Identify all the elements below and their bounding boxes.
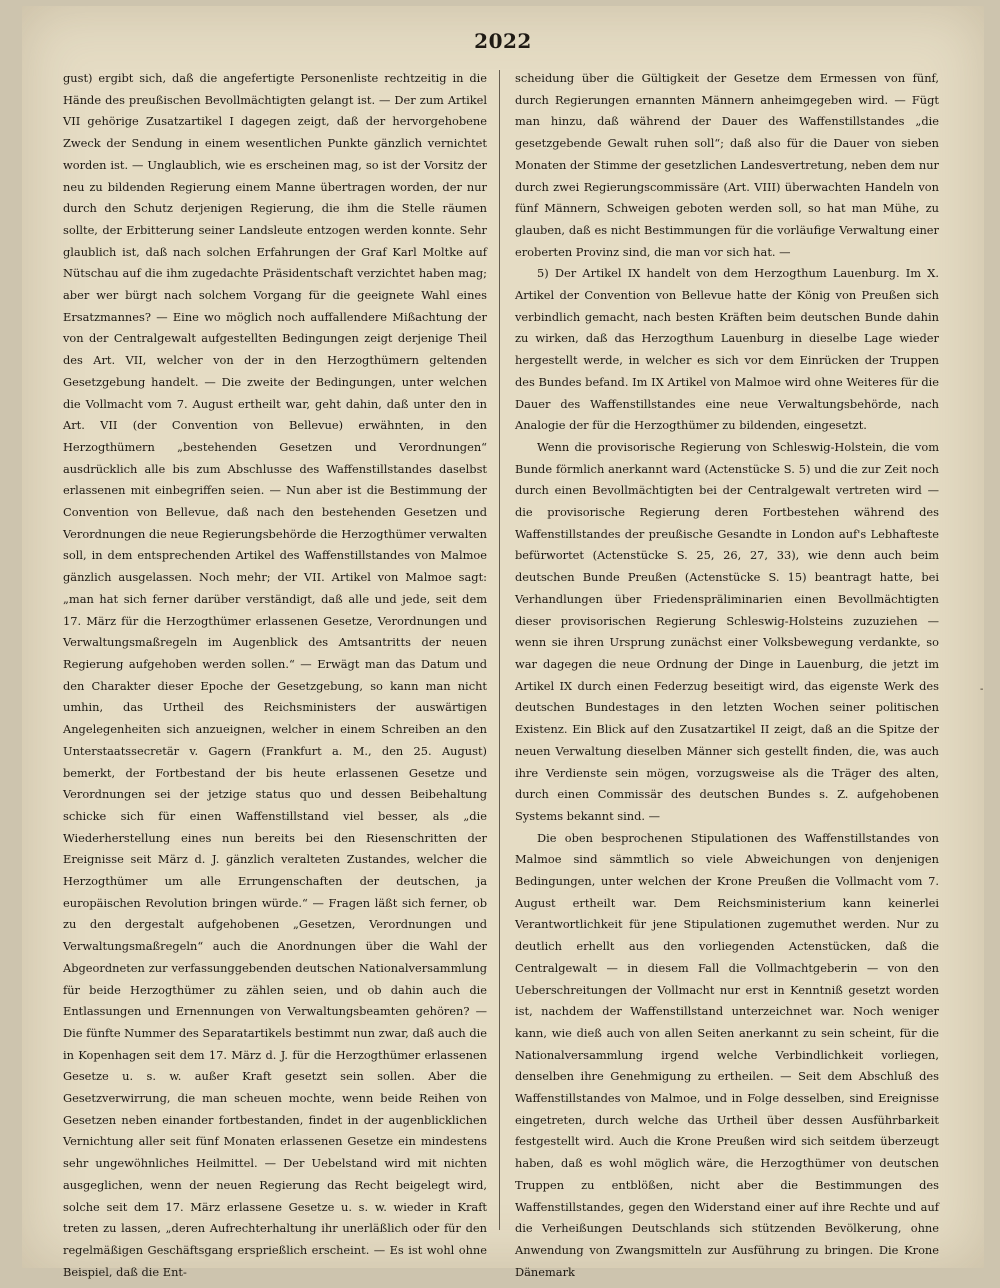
right-paragraph-3: Wenn die provisorische Regierung von Schleswig-Holstein, die vom Bunde förmlich anerkannt ward (Actenstücke S. 5) und die zur Zeit noch durch einen Bevollmächtigten bei der Centralgewalt vertreten wird — die provisorische Regierung deren Fortbestehen während des Waffenstillstandes der preußische Gesandte in London auf's Lebhafteste befürwortet (Actenstücke S. 25, 26, 27, 33), wie denn auch beim deutschen Bunde Preußen (Actenstücke S. 15) beantragt hatte, bei Verhandlungen über Friedenspräliminarien einen Bevollmächtigten dieser provisorischen Regierung Schleswig-Holsteins zuzuziehen — wenn sie ihren Ursprung zunächst einer Volksbewegung verdankte, so war dagegen die neue Ordnung der Dinge in Lauenburg, die jetzt im Artikel IX durch einen Federzug beseitigt wird, das eigenste Werk des deutschen Bundestages in den letzten Wochen seiner politischen Existenz. Ein Blick auf den Zusatzartikel II zeigt, daß an die Spitze der neuen Verwaltung dieselben Männer sich gestellt finden, die, was auch ihre Verdienste sein mögen, vorzugsweise als die Träger des alten, durch einen Commissär des deutschen Bundes s. Z. aufgehobenen Systems bekannt sind. — [515,439,939,823]
left-paragraph-1: gust) ergibt sich, daß die angefertigte Personenliste rechtzeitig in die Hände des preußischen Bevollmächtigten gelangt ist. — Der zum Artikel VII gehörige Zusatzartikel I dagegen zeigt, daß der hervorgehobene Zweck der Sendung in einem wesentlichen Punkte gänzlich vernichtet worden ist. — Unglaublich, wie es erscheinen mag, so ist der Vorsitz der neu zu bildenden Regierung einem Manne übertragen worden, der nur durch den Schutz derjenigen Regierung, die ihm die Stelle räumen sollte, der Erbitterung seiner Landsleute entzogen werden konnte. Sehr glaublich ist, daß nach solchen Erfahrungen der Graf Karl Moltke auf Nütschau auf die ihm zugedachte Präsidentschaft verzichtet haben mag; aber wer bürgt nach solchem Vorgang für die geeignete Wahl eines Ersatzmannes? — Eine wo möglich noch auffallendere Mißachtung der von der Centralgewalt aufgestellten Bedingungen zeigt derjenige Theil des Art. VII, welcher von der in den Herzogthümern geltenden Gesetzgebung handelt. — Die zweite der Bedingungen, unter welchen die Vollmacht vom 7. August ertheilt war, geht dahin, daß unter den in Art. VII (der Convention von Bellevue) erwähnten, in den Herzogthümern „bestehenden Gesetzen und Verordnungen“ ausdrücklich alle bis zum Abschlusse des Waffenstillstandes daselbst erlassenen mit einbegriffen seien. — Nun aber ist die Bestimmung der Convention von Bellevue, daß nach den bestehenden Gesetzen und Verordnungen die neue Regierungsbehörde die Herzogthümer verwalten soll, in dem entsprechenden Artikel des Waffenstillstandes von Malmoe gänzlich ausgelassen. Noch mehr; der VII. Artikel von Malmoe sagt: „man hat sich ferner darüber verständigt, daß alle und jede, seit dem 17. März für die Herzogthümer erlassenen Gesetze, Verordnungen und Verwaltungsmaßregeln im Augenblick des Amtsantritts der neuen Regierung aufgehoben werden sollen.“ — Erwägt man das Datum und den Charakter dieser Epoche der Gesetzgebung, so kann man nicht umhin, das Urtheil des Reichsministers der auswärtigen Angelegenheiten sich anzueignen, welcher in einem Schreiben an den Unterstaatssecretär v. Gagern (Frankfurt a. M., den 25. August) bemerkt, der Fortbestand der bis heute erlassenen Gesetze und Verordnungen sei der jetzige status quo und dessen Beibehaltung schicke sich für einen Waffenstillstand viel besser, als „die Wiederherstellung eines nun bereits bei den Riesenschritten der Ereignisse seit März d. J. gänzlich veralteten Zustandes, welcher die Herzogthümer um alle Errungenschaften der deutschen, ja europäischen Revolution bringen würde.“ — Fragen läßt sich ferner, ob zu den dergestalt aufgehobenen „Gesetzen, Verordnungen und Verwaltungsmaßregeln“ auch die Anordnungen über die Wahl der Abgeordneten zur verfassunggebenden deutschen Nationalversammlung für beide Herzogthümer zu zählen seien, und ob dahin auch die Entlassungen und Ernennungen von Verwaltungsbeamten gehören? — Die fünfte Nummer des Separatartikels bestimmt nun zwar, daß auch die in Kopenhagen seit dem 17. März d. J. für die Herzogthümer erlassenen Gesetze u. s. w. außer Kraft gesetzt sein sollen. Aber die Gesetzverwirrung, die man scheuen mochte, wenn beide Reihen von Gesetzen neben einander fortbestanden, findet in der augenblicklichen Vernichtung aller seit fünf Monaten erlassenen Gesetze ein mindestens sehr ungewöhnliches Heilmittel. — Der Uebelstand wird mit nichten ausgeglichen, wenn der neuen Regierung das Recht beigelegt wird, solche seit dem 17. März erlassene Gesetze u. s. w. wieder in Kraft treten zu lassen, „deren Aufrechterhaltung ihr unerläßlich oder für den regelmäßigen Geschäftsgang ersprießlich erscheint. — Es ist wohl ohne Beispiel, daß die Ent- [63,71,487,1279]
column-divider [499,70,500,1230]
margin-mark: - [980,684,984,695]
right-paragraph-4: Die oben besprochenen Stipulationen des Waffenstillstandes von Malmoe sind sämmtlich so viele Abweichungen von denjenigen Bedingungen, unter welchen der Krone Preußen die Vollmacht vom 7. August ertheilt war. Dem Reichsministerium kann keinerlei Verantwortlichkeit für jene Stipulationen zugemuthet werden. Nur zu deutlich erhellt aus den vorliegenden Actenstücken, daß die Centralgewalt — in diesem Fall die Vollmachtgeberin — von den Ueberschreitungen der Vollmacht nur erst in Kenntniß gesetzt worden ist, nachdem der Waffenstillstand unterzeichnet war. Noch weniger kann, wie dieß auch von allen Seiten anerkannt zu sein scheint, für die Nationalversammlung irgend welche Verbindlichkeit vorliegen, denselben ihre Genehmigung zu ertheilen. — Seit dem Abschluß des Waffenstillstandes von Malmoe, und in Folge desselben, sind Ereignisse eingetreten, durch welche das Urtheil über dessen Ausführbarkeit festgestellt wird. Auch die Krone Preußen wird sich seitdem überzeugt haben, daß es wohl möglich wäre, die Herzogthümer von deutschen Truppen zu entblößen, nicht aber die Bestimmungen des Waffenstillstandes, gegen den Widerstand einer auf ihre Rechte und auf die Verheißungen Deutschlands sich stützenden Bevölkerung, ohne Anwendung von Zwangsmitteln zur Ausführung zu bringen. Die Krone Dänemark [515,830,939,1279]
newspaper-page [22,6,984,1279]
right-column [515,68,939,1283]
left-column [63,68,487,1283]
right-paragraph-2: 5) Der Artikel IX handelt von dem Herzogthum Lauenburg. Im X. Artikel der Convention von Bellevue hatte der König von Preußen sich verbindlich gemacht, nach besten Kräften beim deutschen Bunde dahin zu wirken, daß das Herzogthum Lauenburg in dieselbe Lage wieder hergestellt werde, in welcher es sich vor dem Einrücken der Truppen des Bundes befand. Im IX Artikel von Malmoe wird ohne Weiteres für die Dauer des Waffenstillstandes eine neue Verwaltungsbehörde, nach Analogie der für die Herzogthümer zu bildenden, eingesetzt. [515,266,939,433]
right-paragraph-1: scheidung über die Gültigkeit der Gesetze dem Ermessen von fünf, durch Regierungen ernannten Männern anheimgegeben wird. — Fügt man hinzu, daß während der Dauer des Waffenstillstandes „die gesetzgebende Gewalt ruhen soll“; daß also für die Dauer von sieben Monaten der Stimme der gesetzlichen Landesvertretung, neben dem nur durch zwei Regierungscommissäre (Art. VIII) überwachten Handeln von fünf Männern, Schweigen geboten werden soll, so hat man Mühe, zu glauben, daß es nicht Bestimmungen für die vorläufige Verwaltung einer eroberten Provinz sind, die man vor sich hat. — [515,71,939,259]
page-number: 2022 [474,29,532,53]
